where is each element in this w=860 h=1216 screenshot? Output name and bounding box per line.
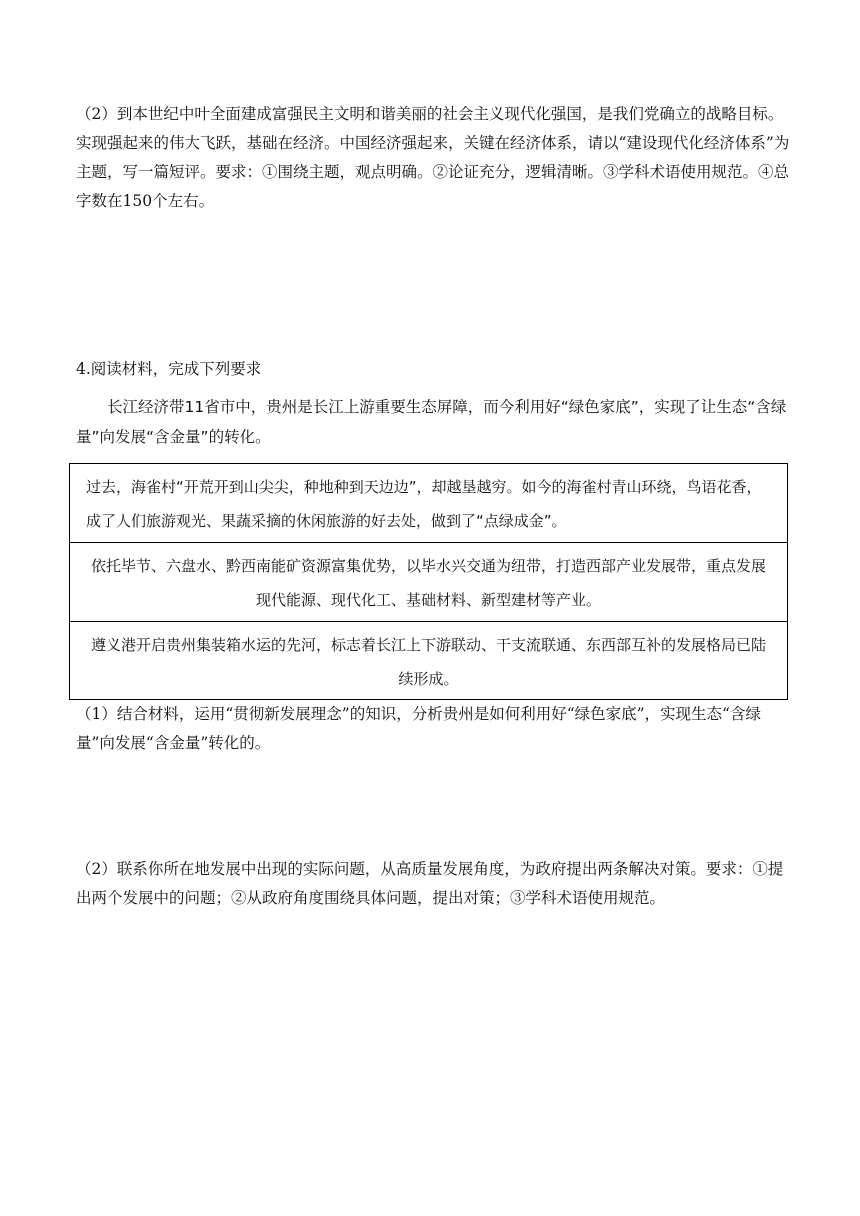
material-row: 依托毕节、六盘水、黔西南能矿资源富集优势，以毕水兴交通为纽带，打造西部产业发展带，重点发展现代能源、现代化工、基础材料、新型建材等产业。	[70, 543, 787, 622]
question-4-part-1: （1）结合材料，运用“贯彻新发展理念”的知识，分析贵州是如何利用好“绿色家底”，实现生态“含绿量”向发展“含金量”转化的。	[76, 705, 761, 752]
question-3-part-2: （2）到本世纪中叶全面建成富强民主文明和谐美丽的社会主义现代化强国，是我们党确立的战略目标。实现强起来的伟大飞跃，基础在经济。中国经济强起来，关键在经济体系，请以“建设现代化经济体系”为主题，写一篇短评。要求：①围绕主题，观点明确。②论证充分，逻辑清晰。③学科术语使用规范。④总字数在150个左右。	[76, 105, 790, 210]
material-table	[69, 463, 788, 700]
question-4-part-2: （2）联系你所在地发展中出现的实际问题，从高质量发展角度，为政府提出两条解决对策。要求：①提出两个发展中的问题；②从政府角度围绕具体问题，提出对策；③学科术语使用规范。	[76, 860, 784, 907]
material-intro: 长江经济带11省市中，贵州是长江上游重要生态屏障，而今利用好“绿色家底”，实现了让生态“含绿量”向发展“含金量”的转化。	[76, 398, 787, 446]
question-4-heading: 4.阅读材料，完成下列要求	[76, 360, 262, 378]
material-row: 遵义港开启贵州集装箱水运的先河，标志着长江上下游联动、干支流联通、东西部互补的发展格局已陆续形成。	[90, 636, 766, 688]
material-row: 过去，海雀村“开荒开到山尖尖，种地种到天边边”，却越垦越穷。如今的海雀村青山环绕，鸟语花香，成了人们旅游观光、果蔬采摘的休闲旅游的好去处，做到了“点绿成金”。	[70, 464, 787, 543]
